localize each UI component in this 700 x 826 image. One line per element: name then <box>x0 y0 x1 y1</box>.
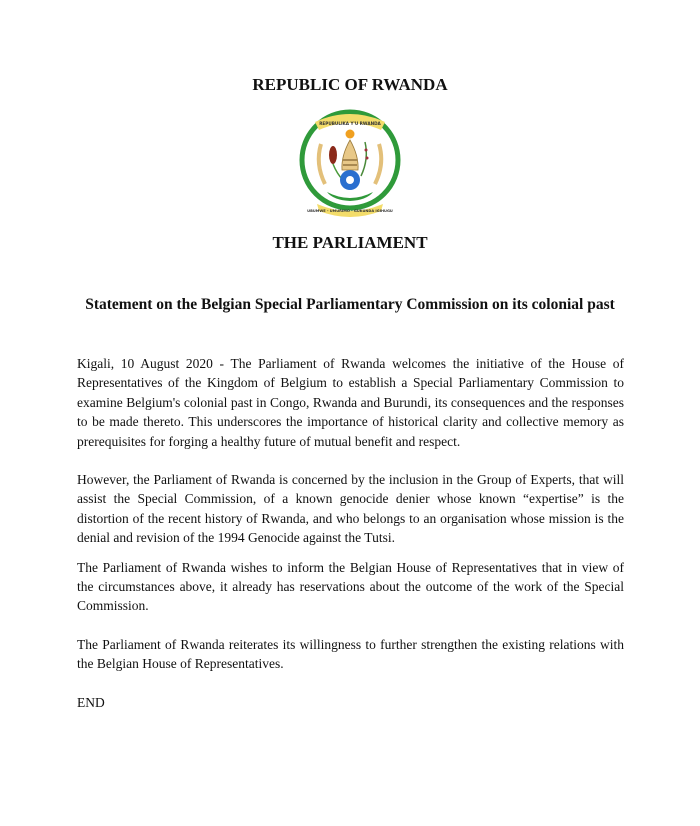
sun-icon <box>346 130 355 139</box>
coffee-bean <box>365 149 368 152</box>
statement-paragraph: The Parliament of Rwanda reiterates its willingness to further strengthen the existing relations with the Belgian House of Representatives. <box>77 636 624 672</box>
sorghum-icon <box>329 146 337 164</box>
statement-title: Statement on the Belgian Special Parliamentary Commission on its colonial past <box>85 296 615 313</box>
coffee-bean <box>366 157 369 160</box>
statement-paragraph: The Parliament of Rwanda wishes to inform the Belgian House of Representatives that in view of the circumstances above, it already has reservations about the outcome of the work of the Special Commission. <box>77 559 624 614</box>
rwanda-coat-of-arms-seal <box>297 104 403 224</box>
knot-icon <box>327 192 373 201</box>
country-heading: REPUBLIC OF RWANDA <box>252 75 448 94</box>
statement-paragraph: Kigali, 10 August 2020 - The Parliament of Rwanda welcomes the initiative of the House of Representatives of the Kingdom of Belgium to establish a Special Parliamentary Commission to examine Belgium's colonial past in Congo, Rwanda and Burundi, its consequences and the responses to be made thereto. This underscores the importance of historical clarity and collective memory as prerequisites for forging a healthy future of mutual benefit and respect. <box>77 356 624 449</box>
seal-container <box>0 104 700 226</box>
right-bow-shape <box>375 144 381 184</box>
gear-hole <box>346 176 354 184</box>
left-bow-shape <box>319 144 325 184</box>
institution-heading: THE PARLIAMENT <box>272 233 428 252</box>
seal-top-text: REPUBULIKA Y'U RWANDA <box>319 121 381 126</box>
coffee-branch-icon <box>361 142 366 176</box>
seal-motto-text: UBUMWE - UMURIMO - GUKUNDA IGIHUGU <box>307 209 393 213</box>
statement-paragraph: However, the Parliament of Rwanda is concerned by the inclusion in the Group of Experts, that will assist the Special Commission, of a known genocide denier whose known “expertise” is the distortion of the recent history of Rwanda, and who belongs to an organisation whose mission is the denial and revision of the 1994 Genocide against the Tutsi. <box>77 472 624 546</box>
end-marker: END <box>77 694 105 710</box>
